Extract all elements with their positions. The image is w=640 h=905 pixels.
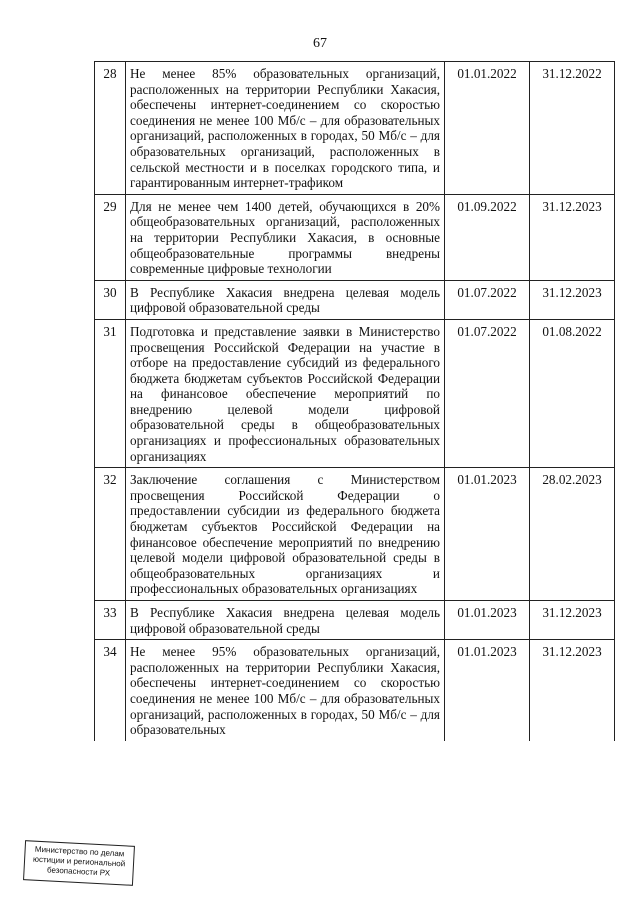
row-description: Заключение соглашения с Министерством просвещения Российской Федерации о предоставлении субсидии из федерального бюджета бюджетам субъектов Российской Федерации на финансовое обеспечение мероприятий по внедрению целевой модели цифровой образовательной среды в общеобразовательных организациях и профессиональных образовательных организациях bbox=[126, 468, 445, 601]
row-start-date: 01.01.2023 bbox=[445, 640, 530, 741]
row-number: 31 bbox=[95, 319, 126, 467]
stamp-line: безопасности РХ bbox=[46, 865, 111, 878]
table-row bbox=[95, 194, 615, 280]
table-row bbox=[95, 468, 615, 601]
row-end-date: 28.02.2023 bbox=[530, 468, 615, 601]
row-start-date: 01.01.2023 bbox=[445, 468, 530, 601]
row-description: Для не менее чем 1400 детей, обучающихся в 20% общеобразовательных организаций, расположенных на территории Республики Хакасия, в основные общеобразовательные программы внедрены современные цифровые технологии bbox=[126, 194, 445, 280]
row-start-date: 01.07.2022 bbox=[445, 319, 530, 467]
row-end-date: 31.12.2022 bbox=[530, 62, 615, 195]
row-description: Не менее 95% образовательных организаций, расположенных на территории Республики Хакасия, обеспечены интернет-соединением со скоростью соединения не менее 100 Мб/с – для образовательных организаций, расположенных в городах, 50 Мб/с – для образовательных bbox=[126, 640, 445, 741]
row-number: 34 bbox=[95, 640, 126, 741]
table-row bbox=[95, 280, 615, 319]
page-number: 67 bbox=[313, 36, 327, 51]
row-description: В Республике Хакасия внедрена целевая модель цифровой образовательной среды bbox=[126, 280, 445, 319]
table-row bbox=[95, 601, 615, 640]
table-row bbox=[95, 319, 615, 467]
row-start-date: 01.09.2022 bbox=[445, 194, 530, 280]
row-number: 28 bbox=[95, 62, 126, 195]
table-row bbox=[95, 640, 615, 741]
stamp-line: юстиции и региональной bbox=[32, 854, 126, 869]
row-number: 30 bbox=[95, 280, 126, 319]
row-number: 32 bbox=[95, 468, 126, 601]
row-end-date: 31.12.2023 bbox=[530, 280, 615, 319]
row-description: Подготовка и представление заявки в Министерство просвещения Российской Федерации на участие в отборе на предоставление субсидий из федерального бюджета бюджетам субъектов Российской Федерации на финансовое обеспечение мероприятий по внедрению целевой модели цифровой образовательной среды в общеобразовательных организациях и профессиональных образовательных организациях bbox=[126, 319, 445, 467]
row-number: 29 bbox=[95, 194, 126, 280]
row-start-date: 01.01.2022 bbox=[445, 62, 530, 195]
row-end-date: 31.12.2023 bbox=[530, 194, 615, 280]
ministry-stamp bbox=[23, 840, 135, 886]
row-end-date: 31.12.2023 bbox=[530, 640, 615, 741]
row-end-date: 31.12.2023 bbox=[530, 601, 615, 640]
table-row bbox=[95, 62, 615, 195]
row-number: 33 bbox=[95, 601, 126, 640]
row-start-date: 01.07.2022 bbox=[445, 280, 530, 319]
row-description: В Республике Хакасия внедрена целевая модель цифровой образовательной среды bbox=[126, 601, 445, 640]
row-description: Не менее 85% образовательных организаций, расположенных на территории Республики Хакасия, обеспечены интернет-соединением со скоростью соединения не менее 100 Мб/с – для образовательных организаций, расположенных в городах, 50 Мб/с – для образовательных организаций, расположенных в сельской местности и в поселках городского типа, и гарантированным интернет-трафиком bbox=[126, 62, 445, 195]
plan-table bbox=[94, 61, 615, 741]
stamp-line: Министерство по делам bbox=[34, 844, 125, 859]
row-start-date: 01.01.2023 bbox=[445, 601, 530, 640]
row-end-date: 01.08.2022 bbox=[530, 319, 615, 467]
